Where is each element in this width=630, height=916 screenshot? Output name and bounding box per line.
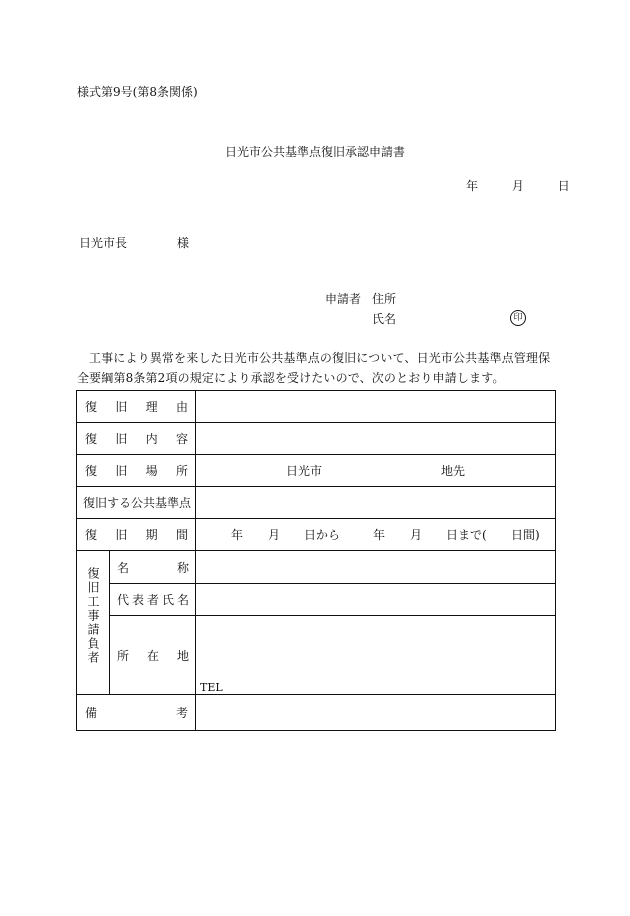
representative-label-char: 氏 [161,593,174,607]
contractor-column-divider [109,550,110,694]
period-day-start: 日から [304,528,341,542]
location-city: 日光市 [286,464,323,478]
contractor-address-input[interactable] [196,616,555,694]
target-input[interactable] [196,487,555,518]
tel-label: TEL [200,681,223,694]
applicant-address-label: 住所 [372,292,397,306]
representative-input[interactable] [196,584,555,615]
contractor-label: 復旧工事請負者 [86,567,100,665]
location-label-char: 場 [145,464,158,478]
representative-label-char: 表 [131,593,144,607]
addressee-honorific: 様 [177,236,190,250]
seal-mark: 印 [510,310,526,326]
period-label-char: 復 [85,528,98,542]
representative-label-char: 代 [117,593,130,607]
period-label-char: 期 [145,528,158,542]
contractor-name-label [117,551,189,583]
content-label-char: 旧 [115,432,128,446]
content-label [85,423,188,454]
applicant-name-label: 氏名 [372,312,397,326]
representative-label [117,584,189,615]
location-label-char: 復 [85,464,98,478]
location-suffix: 地先 [441,464,466,478]
intro-paragraph: 工事により異常を来した日光市公共基準点の復旧について、日光市公共基準点管理保全要綱第8条第2項の規定により承認を受けたいので、次のとおり申請します。 [77,351,551,385]
remarks-label [85,695,188,730]
location-label-char: 所 [175,464,188,478]
period-year-start: 年 [231,528,244,542]
applicant-label: 申請者 [325,292,362,306]
period-day-end: 日まで( [446,528,487,542]
reason-label-char: 復 [85,400,98,414]
form-number: 様式第9号(第8条関係) [77,85,198,99]
period-label-char: 間 [175,528,188,542]
reason-label-char: 理 [145,400,158,414]
contractor-name-input[interactable] [196,551,555,583]
reason-label-char: 由 [175,400,188,414]
content-label-char: 内 [145,432,158,446]
contractor-name-label-char: 称 [176,560,189,575]
target-label: 復旧する公共基準点 [83,496,192,510]
period-year-end: 年 [373,528,386,542]
date-day: 日 [557,179,570,193]
reason-label-char: 旧 [115,400,128,414]
remarks-input[interactable] [196,695,555,730]
date-year: 年 [466,179,479,193]
date-month: 月 [511,179,524,193]
contractor-address-label-char: 在 [146,648,159,663]
period-days: 日間) [511,528,540,542]
representative-label-char: 者 [146,593,159,607]
reason-input[interactable] [196,391,555,422]
content-label-char: 容 [175,432,188,446]
period-month-start: 月 [268,528,281,542]
remarks-label-char: 備 [85,706,98,720]
addressee-name: 日光市長 [79,236,128,250]
location-input[interactable] [196,455,555,486]
document-title: 日光市公共基準点復旧承認申請書 [224,145,405,159]
location-label-char: 旧 [115,464,128,478]
contractor-address-label [117,616,189,694]
content-label-char: 復 [85,432,98,446]
period-month-end: 月 [410,528,423,542]
content-input[interactable] [196,423,555,454]
period-input[interactable] [196,519,555,550]
location-label [85,455,188,486]
remarks-label-char: 考 [175,706,188,720]
contractor-name-label-char: 名 [117,560,130,575]
contractor-address-label-char: 所 [117,648,130,663]
date-line [466,180,570,192]
period-label-char: 旧 [115,528,128,542]
application-table [76,390,556,731]
period-label [85,519,188,550]
addressee [79,237,189,249]
contractor-address-label-char: 地 [176,648,189,663]
reason-label [85,391,188,422]
representative-label-char: 名 [176,593,189,607]
